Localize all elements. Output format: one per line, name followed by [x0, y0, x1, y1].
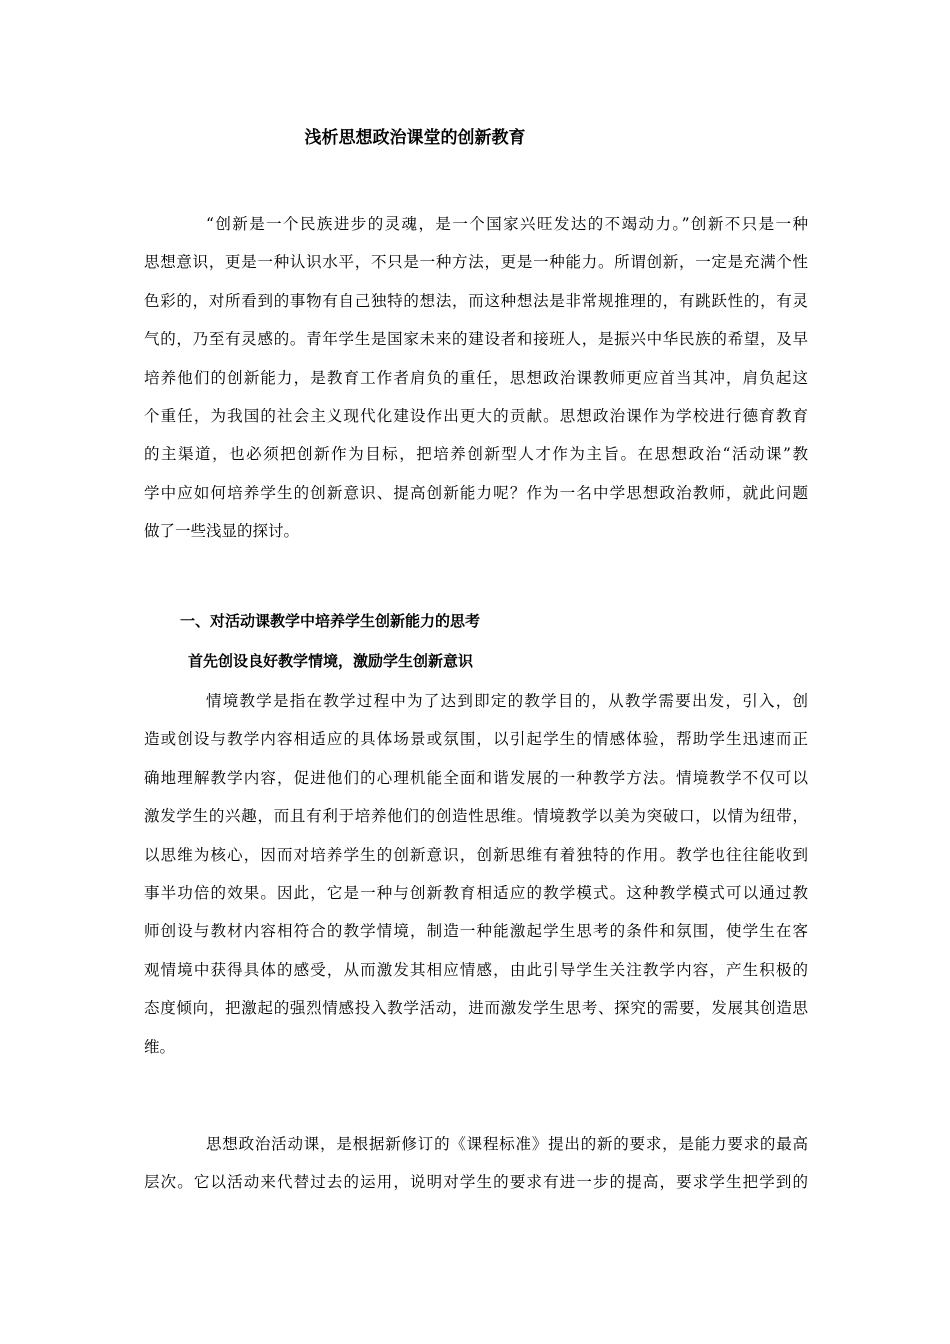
section-heading: 一、对活动课教学中培养学生创新能力的思考 [180, 612, 481, 630]
document-title: 浅析思想政治课堂的创新教育 [304, 128, 526, 148]
paragraph-line: 学中应如何培养学生的创新意识、提高创新能力呢？作为一名中学思想政治教师，就此问题 [144, 483, 808, 502]
paragraph-line: 造或创设与教学内容相适应的具体场景或氛围，以引起学生的情感体验，帮助学生迅速而正 [144, 730, 808, 749]
paragraph-line: 以思维为核心，因而对培养学生的创新意识，创新思维有着独特的作用。教学也往往能收到 [144, 845, 808, 864]
paragraph-line: 确地理解教学内容，促进他们的心理机能全面和谐发展的一种教学方法。情境教学不仅可以 [144, 768, 808, 787]
paragraph-line: 的主渠道，也必须把创新作为目标，把培养创新型人才作为主旨。在思想政治“活动课”教 [144, 445, 808, 464]
paragraph-line: 情境教学是指在教学过程中为了达到即定的教学目的，从教学需要出发，引入，创 [206, 692, 808, 710]
paragraph-line: 色彩的，对所看到的事物有自己独特的想法，而这种想法是非常规推理的，有跳跃性的，有灵 [144, 291, 808, 310]
paragraph-line: 态度倾向，把激起的强烈情感投入教学活动，进而激发学生思考、探究的需要，发展其创造思 [144, 999, 808, 1018]
paragraph-line: 师创设与教材内容相符合的教学情境，制造一种能激起学生思考的条件和氛围，使学生在客 [144, 922, 808, 941]
paragraph-line: 事半功倍的效果。因此，它是一种与创新教育相适应的教学模式。这种教学模式可以通过教 [144, 883, 808, 902]
paragraph-line: 个重任，为我国的社会主义现代化建设作出更大的贡献。思想政治课作为学校进行德育教育 [144, 406, 808, 425]
paragraph-line: 气的，乃至有灵感的。青年学生是国家未来的建设者和接班人，是振兴中华民族的希望，及早 [144, 330, 808, 349]
paragraph-line: 激发学生的兴趣，而且有利于培养他们的创造性思维。情境教学以美为突破口，以情为纽带， [144, 807, 808, 826]
paragraph-line: 思想意识，更是一种认识水平，不只是一种方法，更是一种能力。所谓创新，一定是充满个性 [144, 253, 808, 272]
subsection-heading: 首先创设良好教学情境，激励学生创新意识 [188, 652, 474, 670]
paragraph-line: 做了一些浅显的探讨。 [144, 522, 300, 541]
body-paragraph-1 [144, 682, 808, 1066]
paragraph-line: 维。 [144, 1037, 176, 1056]
paragraph-line: 层次。它以活动来代替过去的运用，说明对学生的要求有进一步的提高，要求学生把学到的 [144, 1173, 808, 1192]
paragraph-line: 思想政治活动课，是根据新修订的《课程标准》提出的新的要求，是能力要求的最高 [206, 1135, 808, 1153]
paragraph-line: “创新是一个民族进步的灵魂，是一个国家兴旺发达的不竭动力。”创新不只是一种 [206, 215, 808, 233]
paragraph-line: 培养他们的创新能力，是教育工作者肩负的重任，思想政治课教师更应首当其冲，肩负起这 [144, 368, 808, 387]
body-paragraph-2 [144, 1125, 808, 1202]
paragraph-line: 观情境中获得具体的感受，从而激发其相应情感，由此引导学生关注教学内容，产生积极的 [144, 960, 808, 979]
intro-paragraph [144, 205, 808, 551]
